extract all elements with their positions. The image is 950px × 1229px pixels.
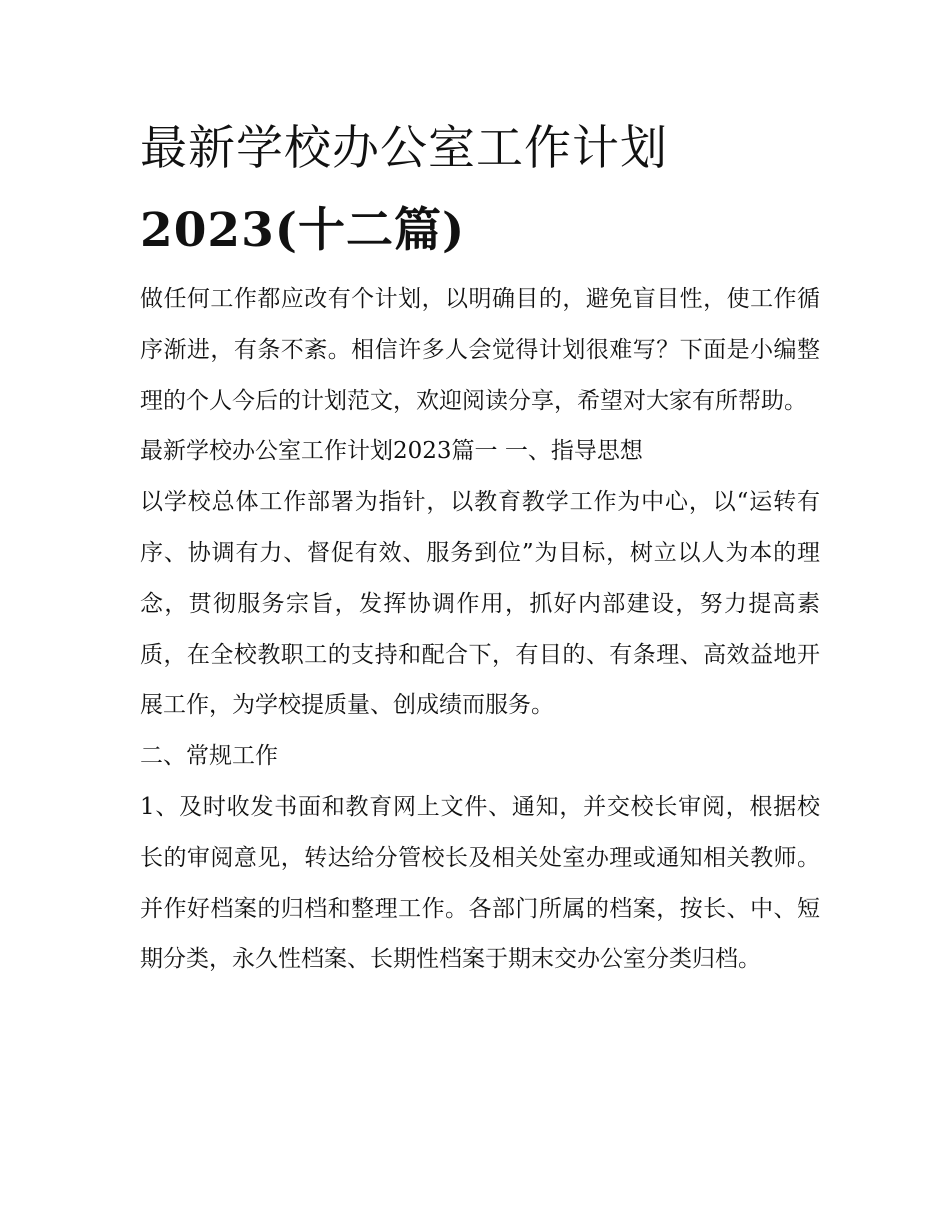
guiding-ideology-paragraph: 以学校总体工作部署为指针，以教育教学工作为中心，以“运转有序、协调有力、督促有效、服务到位”为目标，树立以人为本的理念，贯彻服务宗旨，发挥协调作用，抓好内部建设，努力提高素质，在全校教职工的支持和配合下，有目的、有条理、高效益地开展工作，为学校提质量、创成绩而服务。 xyxy=(140,489,820,719)
document-title xyxy=(140,108,820,272)
title-line-1: 最新学校办公室工作计划 xyxy=(140,121,668,176)
section-heading-guiding-ideology: 最新学校办公室工作计划2023篇一 一、指导思想 xyxy=(140,438,643,465)
document-page xyxy=(140,108,820,985)
document-body xyxy=(140,274,820,985)
title-line-2: 2023(十二篇) xyxy=(140,203,466,258)
section-heading-routine-work: 二、常规工作 xyxy=(140,743,278,770)
routine-work-item-1: 1、及时收发书面和教育网上文件、通知，并交校长审阅，根据校长的审阅意见，转达给分管校长及相关处室办理或通知相关教师。并作好档案的归档和整理工作。各部门所属的档案，按长、中、短期分类，永久性档案、长期性档案于期末交办公室分类归档。 xyxy=(140,793,820,973)
intro-paragraph: 做任何工作都应改有个计划，以明确目的，避免盲目性，使工作循序渐进，有条不紊。相信许多人会觉得计划很难写？下面是小编整理的个人今后的计划范文，欢迎阅读分享，希望对大家有所帮助。 xyxy=(140,286,820,414)
